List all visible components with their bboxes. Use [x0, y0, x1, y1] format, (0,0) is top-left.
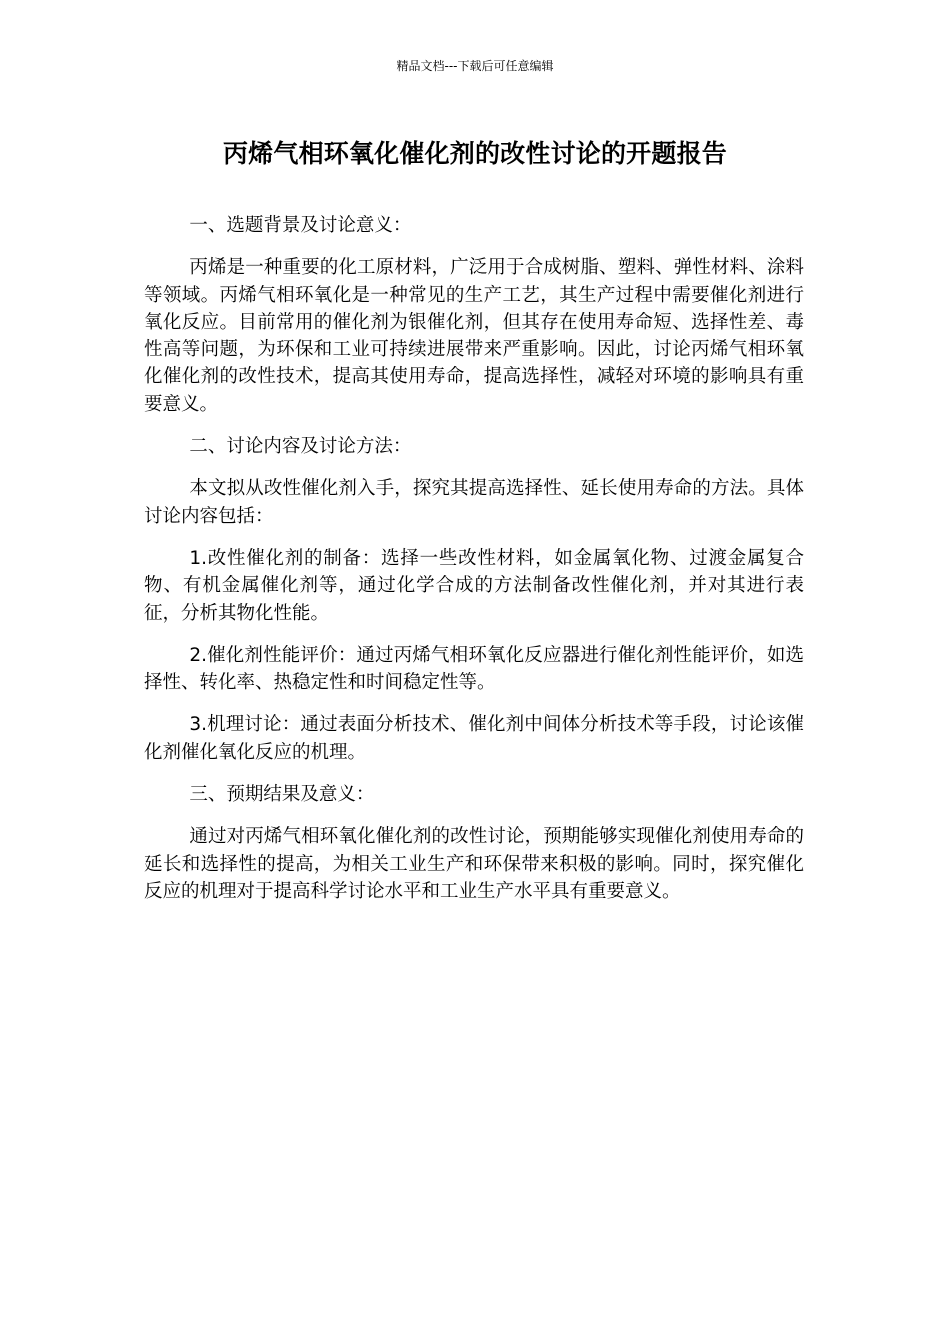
section-2-heading: 二、讨论内容及讨论方法： — [189, 436, 412, 458]
section-1-paragraph: 丙烯是一种重要的化工原材料，广泛用于合成树脂、塑料、弹性材料、涂料等领域。丙烯气相环氧化是一种常见的生产工艺，其生产过程中需要催化剂进行氧化反应。目前常用的催化剂为银催化剂，但其存在使用寿命短、选择性差、毒性高等问题，为环保和工业可持续进展带来严重影响。因此，讨论丙烯气相环氧化催化剂的改性技术，提高其使用寿命，提高选择性，减轻对环境的影响具有重要意义。 — [144, 257, 804, 415]
page-header: 精品文档---下载后可任意编辑 — [396, 59, 554, 73]
section-2-item: 2.催化剂性能评价：通过丙烯气相环氧化反应器进行催化剂性能评价，如选择性、转化率、热稳定性和时间稳定性等。 — [144, 644, 804, 694]
section-3-heading: 三、预期结果及意义： — [189, 784, 375, 806]
section-2-item: 3.机理讨论：通过表面分析技术、催化剂中间体分析技术等手段，讨论该催化剂催化氧化反应的机理。 — [144, 714, 804, 763]
document-body — [144, 212, 804, 920]
section-2-item: 1.改性催化剂的制备：选择一些改性材料，如金属氧化物、过渡金属复合物、有机金属催化剂等，通过化学合成的方法制备改性催化剂，并对其进行表征，分析其物化性能。 — [144, 547, 804, 624]
section-1-heading: 一、选题背景及讨论意义： — [189, 215, 412, 236]
section-2-intro: 本文拟从改性催化剂入手，探究其提高选择性、延长使用寿命的方法。具体讨论内容包括： — [144, 478, 804, 527]
section-3-paragraph: 通过对丙烯气相环氧化催化剂的改性讨论，预期能够实现催化剂使用寿命的延长和选择性的提高，为相关工业生产和环保带来积极的影响。同时，探究催化反应的机理对于提高科学讨论水平和工业生产水平具有重要意义。 — [144, 826, 804, 902]
document-title: 丙烯气相环氧化催化剂的改性讨论的开题报告 — [222, 139, 727, 168]
